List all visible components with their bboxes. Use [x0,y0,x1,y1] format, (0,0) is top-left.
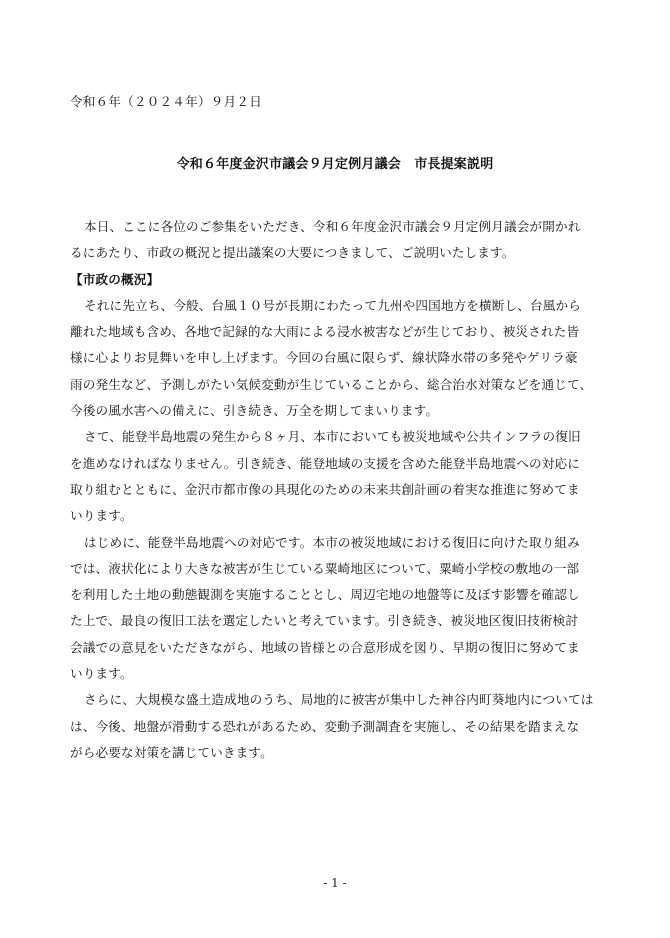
paragraph-line: はじめに、能登半島地震への対応です。本市の被災地域における復旧に向けた取り組み [84,534,580,550]
paragraph-line: た上で、最良の復旧工法を選定したいと考えています。引き続き、被災地区復旧技術検討 [70,613,578,629]
paragraph-line: を利用した土地の動態観測を実施することとし、周辺宅地の地盤等に及ぼす影響を確認し [70,587,580,603]
paragraph-line: るにあたり、市政の概況と提出議案の大要につきまして、ご説明いたします。 [70,245,515,261]
paragraph-line: さて、能登半島地震の発生から８ヶ月、本市においても被災地域や公共インフラの復旧 [84,429,581,445]
paragraph-line: では、液状化により大きな被害が生じている粟崎地区について、粟崎小学校の敷地の一部 [70,560,580,576]
page-number: - 1 - [323,876,347,890]
document-date: 令和６年（２０２４年）９月２日 [70,94,263,109]
paragraph-line: さらに、大規模な盛土造成地のうち、局地的に被害が集中した神谷内町葵地内については [84,692,594,708]
paragraph-line: 離れた地域も含め、各地で記録的な大雨による浸水被害などが生じており、被災された皆 [70,324,580,340]
paragraph-line: いります。 [70,666,133,682]
document-body [70,214,626,766]
paragraph-line: は、今後、地盤が滑動する恐れがあるため、変動予測調査を実施し、その結果を踏まえな [70,718,580,734]
paragraph-line: 様に心よりお見舞いを申し上げます。今回の台風に限らず、線状降水帯の多発やゲリラ豪 [70,350,578,366]
paragraph-line: を進めなければなりません。引き続き、能登地域の支援を含めた能登半島地震への対応に [70,455,581,471]
paragraph-line: 会議での意見をいただきながら、地域の皆様との合意形成を図り、早期の復旧に努めてま [70,639,580,655]
paragraph-line: 今後の風水害への備えに、引き続き、万全を期してまいります。 [70,403,439,419]
document-title: 令和６年度金沢市議会９月定例月議会 市長提案説明 [176,157,494,172]
section-heading: 【市政の概況】 [70,271,160,287]
paragraph-line: がら必要な対策を講じていきます。 [70,744,273,760]
paragraph-line: 雨の発生など、予測しがたい気候変動が生じていることから、総合治水対策などを通じて、 [70,376,593,392]
paragraph-line: それに先立ち、今般、台風１０号が長期にわたって九州や四国地方を横断し、台風から [84,297,582,313]
paragraph-line: 本日、ここに各位のご参集をいただき、令和６年度金沢市議会９月定例月議会が開かれ [84,219,581,234]
paragraph-line: いります。 [70,508,133,524]
paragraph-line: 取り組むとともに、金沢市都市像の具現化のための未来共創計画の着実な推進に努めてま [70,481,580,497]
